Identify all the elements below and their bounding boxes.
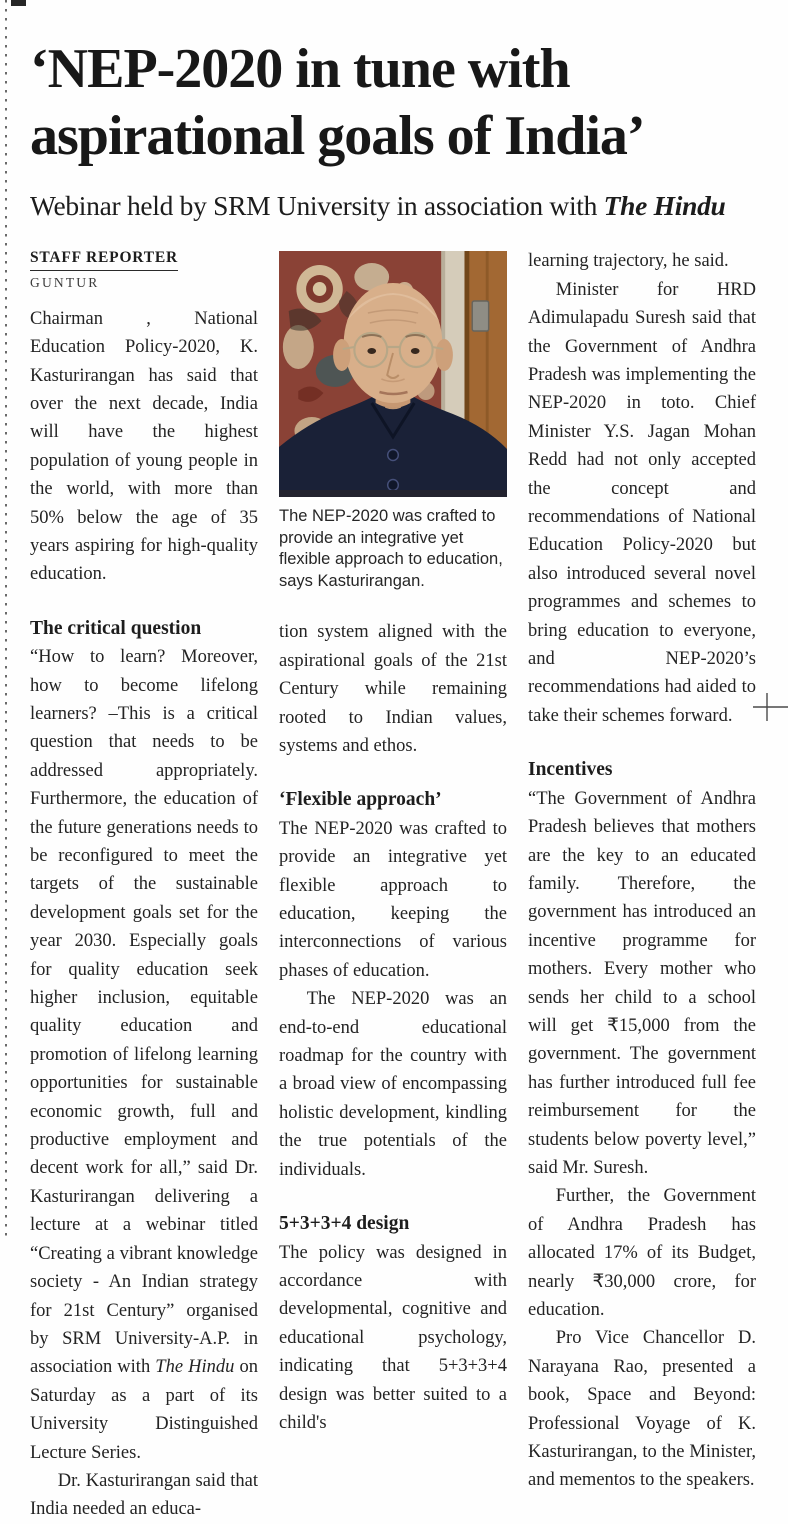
photo-kasturirangan [279,251,507,497]
article [30,0,756,1524]
section-heading-incentives: Incentives [528,759,613,781]
paragraph: Dr. Kasturirangan said that India needed an educa- [30,1470,258,1520]
article-columns [30,247,756,1523]
article-headline: ‘NEP-2020 in tune with aspirational goals of India’ [30,38,645,168]
subhead-text: Webinar held by SRM University in association with [30,190,604,222]
article-photo-figure [279,251,507,592]
paragraph: Minister for HRD Adimulapadu Suresh said that the Government of Andhra Pradesh was implementing the NEP-2020 in toto. Chief Minister Y.S. Jagan Mohan Redd had not only accepted the concept and recommendations of National Education Policy-2020 but also introduced several novel programmes and schemes to bring education to everyone, and NEP-2020’s recommendations had aided to take their schemes forward. [528,279,756,726]
paragraph-text: on Saturday as a part of its University Distinguished Lecture Series. [30,1357,259,1463]
paragraph: tion system aligned with the aspirational goals of the 21st Century while remaining rooted to Indian values, systems and ethos. [279,622,507,756]
paragraph: Pro Vice Chancellor D. Narayana Rao, presented a book, Space and Beyond: Professional Voyage of K. Kasturirangan, to the Minister, and mementos to the speakers. [528,1328,756,1491]
photo-caption: The NEP-2020 was crafted to provide an integrative yet flexible approach to education, says Kasturirangan. [279,507,503,590]
byline-reporter: STAFF REPORTER [30,249,178,271]
section-heading-critical-question: The critical question [30,617,202,639]
paragraph: The policy was designed in accordance with developmental, cognitive and educational psychology, indicating that 5+3+3+4 design was better suited to a child's [279,1242,507,1433]
paragraph-text: “How to learn? Moreover, how to become lifelong learners? –This is a critical question that needs to be addressed appropriately. Furthermore, the education of the future generations needs to be reconfigured to meet the targets of the sustainable development goals set for the year 2030. Especially goals for quality education seek higher inclusion, equitable quality education and promotion of lifelong learning opportunities for sustainable economic growth, full and productive employment and decent work for all,” said Dr. Kasturirangan delivering a lecture at a webinar titled “Creating a vibrant knowledge society - An Indian strategy for 21st Century” organised by SRM University-A.P. in association with [30,647,258,1378]
column-2 [279,247,507,1523]
brand-name-inline: The Hindu [155,1357,235,1378]
subhead-brand-name: The Hindu [603,190,726,222]
column-1 [30,247,258,1523]
paragraph: learning trajectory, he said. [528,251,729,272]
paragraph: Further, the Government of Andhra Pradesh has allocated 17% of its Budget, nearly ₹30,000 crore, for education. [528,1186,756,1320]
byline [30,247,258,290]
article-subhead [30,190,756,222]
byline-location: GUNTUR [30,275,100,291]
section-heading-flexible-approach: ‘Flexible approach’ [279,789,442,811]
print-corner-mark [11,0,26,6]
paragraph: “The Government of Andhra Pradesh believes that mothers are the key to an educated family. Therefore, the government has introduced an incentive programme for mothers. Every mother who sends her child to a school will get ₹15,000 from the government. The government has further introduced full fee reimbursement for the students below poverty level,” said Mr. Suresh. [528,788,756,1178]
paragraph: The NEP-2020 was crafted to provide an integrative yet flexible approach to education, keeping the interconnections of various phases of education. [279,818,507,981]
registration-crosshair-icon [753,693,788,721]
paragraph: Chairman , National Education Policy-2020, K. Kasturirangan has said that over the next decade, India will have the highest population of young people in the world, with more than 50% below the age of 35 years aspiring for high-quality education. [30,308,258,585]
section-heading-design: 5+3+3+4 design [279,1213,410,1235]
paragraph [30,643,258,1467]
paragraph: The NEP-2020 was an end-to-end educational roadmap for the country with a broad view of encompassing holistic development, kindling the true potentials of the individuals. [279,989,507,1180]
page-fold-dotted-rule [5,0,7,1240]
column-3 [528,247,756,1523]
